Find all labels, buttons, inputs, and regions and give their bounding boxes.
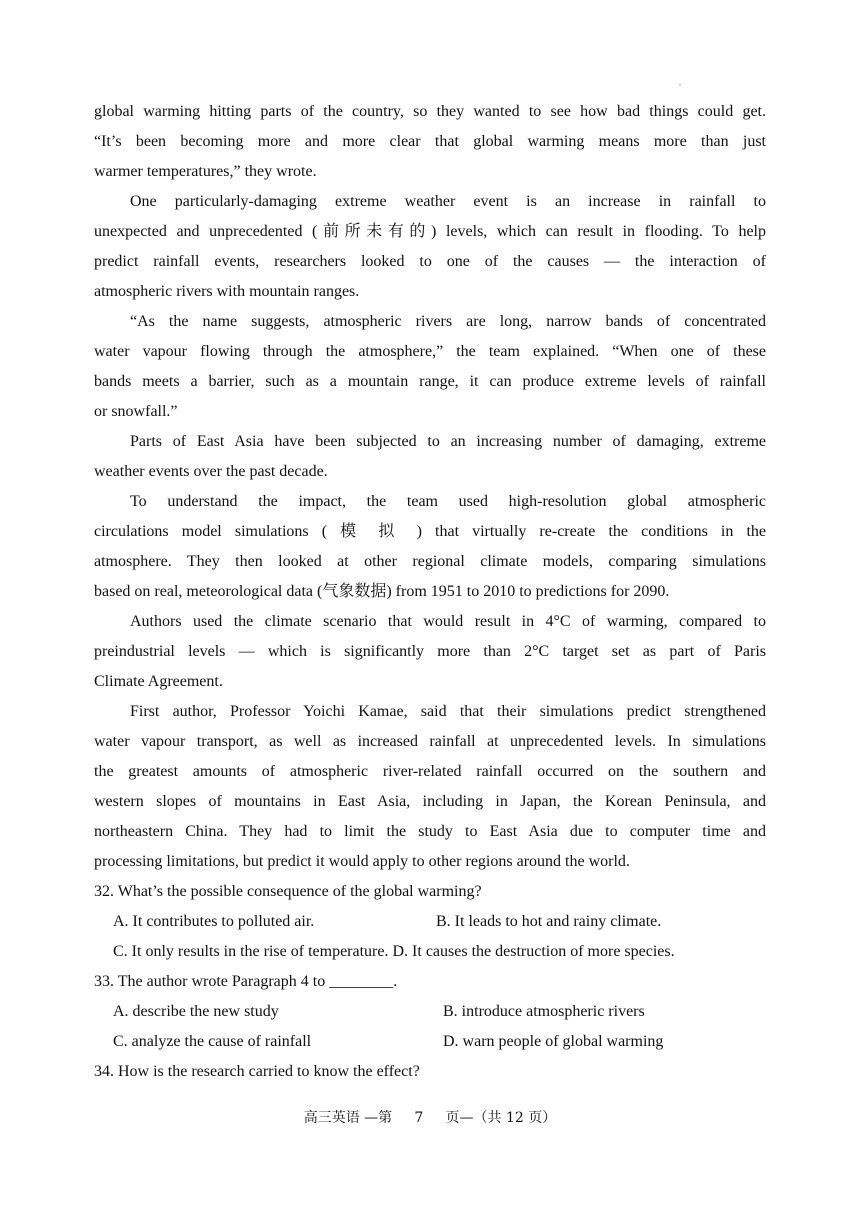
text-line: unexpected and unprecedented (前所未有的) levels, which can result in flooding. To help	[94, 223, 766, 240]
text-line: water vapour transport, as well as increased rainfall at unprecedented levels. In simulations	[94, 733, 766, 750]
options-row	[94, 997, 766, 1027]
text-line: based on real, meteorological data (气象数据) from 1951 to 2010 to predictions for 2090.	[94, 583, 670, 600]
text-line: predict rainfall events, researchers looked to one of the causes — the interaction of	[94, 253, 766, 270]
text-line: northeastern China. They had to limit the study to East Asia due to computer time and	[94, 823, 766, 840]
text-line: bands meets a barrier, such as a mountain range, it can produce extreme levels of rainfall	[94, 373, 766, 390]
text-line: circulations model simulations ( 模 拟 ) that virtually re-create the conditions in the	[94, 523, 766, 540]
paragraph	[94, 427, 766, 487]
option-b[interactable]: B. introduce atmospheric rivers	[443, 1003, 645, 1020]
scan-speck	[679, 84, 681, 85]
question-33	[94, 967, 766, 1057]
text-line: atmospheric rivers with mountain ranges.	[94, 283, 360, 300]
page-footer	[0, 1108, 860, 1128]
text-line: preindustrial levels — which is significantly more than 2°C target set as part of Paris	[94, 643, 766, 660]
text-line: warmer temperatures,” they wrote.	[94, 163, 317, 180]
question-32	[94, 877, 766, 967]
option-d[interactable]: D. warn people of global warming	[443, 1033, 664, 1050]
text-line: “It’s been becoming more and more clear that global warming means more than just	[94, 133, 766, 150]
option-c[interactable]: C. It only results in the rise of temperature.	[113, 943, 389, 960]
exam-page	[94, 97, 766, 1087]
paragraph	[94, 187, 766, 307]
text-line: First author, Professor Yoichi Kamae, said that their simulations predict strengthened	[130, 703, 766, 720]
paragraph	[94, 697, 766, 877]
question-stem: 34. How is the research carried to know the effect?	[94, 1063, 420, 1080]
text-line: or snowfall.”	[94, 403, 178, 420]
text-line: processing limitations, but predict it would apply to other regions around the world.	[94, 853, 630, 870]
text-line: One particularly-damaging extreme weather event is an increase in rainfall to	[130, 193, 766, 210]
paragraph	[94, 607, 766, 697]
option-d[interactable]: D. It causes the destruction of more species.	[392, 943, 675, 960]
paragraph	[94, 97, 766, 187]
text-line: Authors used the climate scenario that would result in 4°C of warming, compared to	[130, 613, 766, 630]
options-row	[94, 937, 766, 967]
question-stem: 32. What’s the possible consequence of the global warming?	[94, 883, 482, 900]
text-line: water vapour flowing through the atmosphere,” the team explained. “When one of these	[94, 343, 766, 360]
paragraph	[94, 307, 766, 427]
paragraph	[94, 487, 766, 607]
text-line: western slopes of mountains in East Asia, including in Japan, the Korean Peninsula, and	[94, 793, 766, 810]
option-a[interactable]: A. describe the new study	[113, 1003, 279, 1020]
text-line: Climate Agreement.	[94, 673, 223, 690]
option-a[interactable]: A. It contributes to polluted air.	[113, 913, 315, 930]
question-34	[94, 1057, 766, 1087]
text-line: weather events over the past decade.	[94, 463, 328, 480]
text-line: To understand the impact, the team used high-resolution global atmospheric	[130, 493, 766, 510]
options-row	[94, 1027, 766, 1057]
page-number-text: 高三英语 —第 7 页—（共 12 页）	[303, 1110, 557, 1126]
reading-passage	[94, 97, 766, 877]
text-line: “As the name suggests, atmospheric rivers are long, narrow bands of concentrated	[130, 313, 766, 330]
text-line: Parts of East Asia have been subjected to an increasing number of damaging, extreme	[130, 433, 766, 450]
option-b[interactable]: B. It leads to hot and rainy climate.	[436, 913, 662, 930]
text-line: atmosphere. They then looked at other regional climate models, comparing simulations	[94, 553, 766, 570]
text-line: global warming hitting parts of the country, so they wanted to see how bad things could get.	[94, 103, 766, 120]
text-line: the greatest amounts of atmospheric river-related rainfall occurred on the southern and	[94, 763, 766, 780]
option-c[interactable]: C. analyze the cause of rainfall	[113, 1033, 312, 1050]
question-stem: 33. The author wrote Paragraph 4 to ________.	[94, 973, 398, 990]
options-row	[94, 907, 766, 937]
